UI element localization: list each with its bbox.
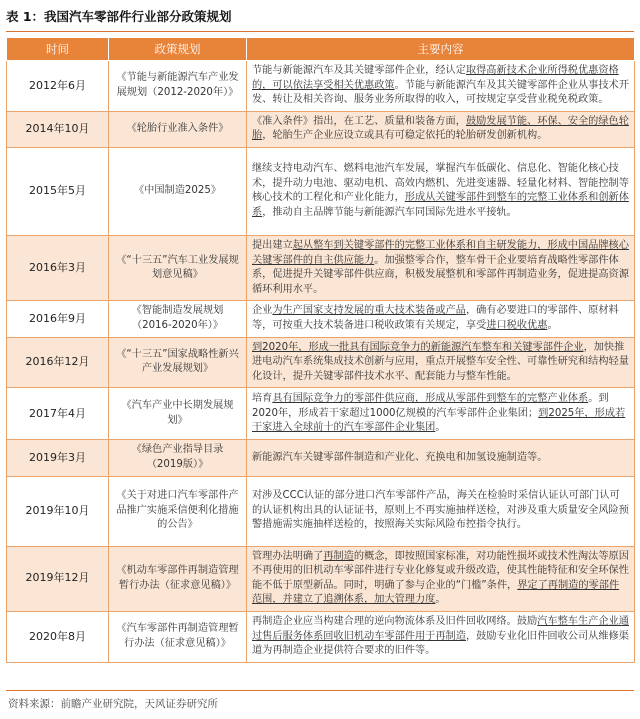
underlined-text: 具有国际竞争力的零部件供应商，形成从零部件到整车的完整产业体系 xyxy=(272,392,589,404)
content-text: 。 xyxy=(547,319,558,331)
cell-time: 2019年3月 xyxy=(7,440,109,476)
underlined-text: 进口税收优惠 xyxy=(486,319,548,331)
cell-policy: 《“十三五”汽车工业发展规划意见稿》 xyxy=(109,235,247,300)
content-text: 。到2020年，形成若干家超过1000亿规模的汽车零部件企业集团； xyxy=(252,392,609,419)
cell-content xyxy=(247,546,635,611)
cell-content xyxy=(247,235,635,300)
content-text: 再制造企业应当构建合理的逆向物流体系及旧件回收网络。鼓励 xyxy=(252,615,538,627)
table-row xyxy=(7,337,635,388)
cell-policy: 《汽车产业中长期发展规划》 xyxy=(109,388,247,440)
content-text: 节能与新能源汽车及其关键零部件企业，经认定 xyxy=(252,65,466,76)
header-time: 时间 xyxy=(7,38,109,61)
underlined-text: 汽车整车生产企业通过售后服务体系回收旧机动车零部件用于再制造 xyxy=(252,615,629,642)
cell-policy: 《智能制造发展规划（2016-2020年）》 xyxy=(109,301,247,337)
underlined-text: 起从整车到关键零部件的完整工业体系和自主研发能力，形成中国品牌核心关键零部件的自主供应能力 xyxy=(252,239,629,266)
underlined-text: 取得高新技术企业所得税优惠资格的，可以依法享受相关优惠政策 xyxy=(252,65,619,91)
header-content: 主要内容 xyxy=(247,38,635,61)
content-text: 管理办法明确了 xyxy=(252,550,324,562)
underlined-text: 到2020年，形成一批具有国际竞争力的新能源汽车整车和关键零部件企业 xyxy=(252,341,584,353)
cell-time: 2015年5月 xyxy=(7,147,109,235)
cell-time: 2016年12月 xyxy=(7,337,109,388)
content-text: 《准入条件》指出，在工艺、质量和装备方面， xyxy=(252,115,466,127)
table-row xyxy=(7,440,635,476)
content-text: 的概念，即按照国家标准，对功能性损坏或技术性淘汰等原因不再使用的旧机动车零部件进行专业化修复或升级改造，使其性能特征和安全环保性能不低于原型新品。同时，明确了参与企业的“门槛”条件， xyxy=(252,550,629,591)
cell-policy: 《节能与新能源汽车产业发展规划（2012-2020年）》 xyxy=(109,61,247,112)
bottom-divider xyxy=(6,690,634,691)
table-title: 表 1：我国汽车零部件行业部分政策规划 xyxy=(6,9,232,24)
content-text: 对涉及CCC认证的部分进口汽车零部件产品，海关在检验时采信认证认可部门认可的认证机构出具的认证证书，原则上不再实施抽样送检，对涉及重大质量安全风险预警措施需实施抽样送检的，按照海关实际风险布控指令执行。 xyxy=(252,490,629,531)
content-text: 新能源汽车关键零部件制造和产业化、充换电和加氢设施制造等。 xyxy=(252,451,548,463)
header-policy: 政策规划 xyxy=(109,38,247,61)
underlined-text: 再制造 xyxy=(323,550,354,562)
cell-content xyxy=(247,476,635,546)
content-text: 。加强整零合作，整车骨干企业要培育战略性零部件体系，促进提升关键零部件供应商，积极发展整机和零部件再制造业务，促进提高资源循环利用水平。 xyxy=(252,254,629,295)
source-note: 资料来源：前瞻产业研究院，天风证券研究所 xyxy=(8,698,218,710)
content-text: ，轮胎生产企业应设立或具有可稳定依托的轮胎研发创新机构。 xyxy=(262,130,548,142)
cell-policy: 《“十三五”国家战略性新兴产业发展规划》 xyxy=(109,337,247,388)
table-row xyxy=(7,147,635,235)
table-row xyxy=(7,61,635,112)
cell-content xyxy=(247,61,635,112)
content-text: 培育 xyxy=(252,392,273,404)
cell-content xyxy=(247,111,635,147)
underlined-text: 形成从关键零部件到整车的完整工业体系和创新体系 xyxy=(252,192,629,219)
table-row xyxy=(7,235,635,300)
underlined-text: 到2025年，形成若干家进入全球前十的汽车零部件企业集团 xyxy=(252,407,626,434)
cell-time: 2016年9月 xyxy=(7,301,109,337)
cell-time: 2019年12月 xyxy=(7,546,109,611)
content-text: 。 xyxy=(435,594,446,606)
content-text: ，加快推进电动汽车系统集成技术创新与应用，重点开展整车安全性、可靠性研究和结构轻量化设计，提升关键零部件技术水平、配套能力与整车性能。 xyxy=(252,341,629,382)
content-text: 提出建立 xyxy=(252,239,293,251)
cell-policy: 《中国制造2025》 xyxy=(109,147,247,235)
cell-time: 2020年8月 xyxy=(7,611,109,662)
cell-time: 2012年6月 xyxy=(7,61,109,112)
content-text: ，鼓励专业化旧件回收公司从维修渠道为再制造企业提供符合要求的旧件等。 xyxy=(252,630,629,657)
cell-content xyxy=(247,147,635,235)
table-row xyxy=(7,476,635,546)
underlined-text: 鼓励发展节能、环保、安全的绿色轮胎 xyxy=(252,115,629,142)
cell-policy: 《轮胎行业准入条件》 xyxy=(109,111,247,147)
policy-table xyxy=(6,37,635,663)
cell-content xyxy=(247,301,635,337)
table-header-row xyxy=(7,38,635,61)
content-text: 。 xyxy=(435,422,446,434)
cell-policy: 《机动车零部件再制造管理暂行办法（征求意见稿）》 xyxy=(109,546,247,611)
cell-time: 2017年4月 xyxy=(7,388,109,440)
cell-content xyxy=(247,611,635,662)
cell-content xyxy=(247,440,635,476)
content-text: 。节能与新能源汽车及其关键零部件企业从事技术开发、转让及相关咨询、服务业务所取得的收入，可按规定享受营业税免税政策。 xyxy=(252,79,629,106)
cell-time: 2019年10月 xyxy=(7,476,109,546)
cell-time: 2016年3月 xyxy=(7,235,109,300)
underlined-text: 界定了再制造的零部件范围，并建立了追溯体系，加大管理力度 xyxy=(252,579,620,606)
cell-policy: 《绿色产业指导目录（2019版）》 xyxy=(109,440,247,476)
table-row xyxy=(7,611,635,662)
cell-time: 2014年10月 xyxy=(7,111,109,147)
table-row xyxy=(7,301,635,337)
content-text: ，推动自主品牌节能与新能源汽车同国际先进水平接轨。 xyxy=(262,207,517,219)
cell-content xyxy=(247,337,635,388)
cell-policy: 《汽车零部件再制造管理暂行办法（征求意见稿）》 xyxy=(109,611,247,662)
table-row xyxy=(7,388,635,440)
content-text: 企业 xyxy=(252,305,273,317)
underlined-text: 为生产国家支持发展的重大技术装备或产品 xyxy=(272,305,466,317)
content-text: ，确有必要进口的零部件、原材料等，可按重大技术装备进口税收政策有关规定，享受 xyxy=(252,305,619,331)
table-row xyxy=(7,111,635,147)
table-row xyxy=(7,546,635,611)
cell-content xyxy=(247,388,635,440)
cell-policy: 《关于对进口汽车零部件产品推广实施采信便利化措施的公告》 xyxy=(109,476,247,546)
title-divider xyxy=(6,31,634,32)
content-text: 继续支持电动汽车、燃料电池汽车发展，掌握汽车低碳化、信息化、智能化核心技术，提升动力电池、驱动电机、高效内燃机、先进变速器、轻量化材料、智能控制等核心技术的工程化和产业化能力， xyxy=(252,163,629,204)
